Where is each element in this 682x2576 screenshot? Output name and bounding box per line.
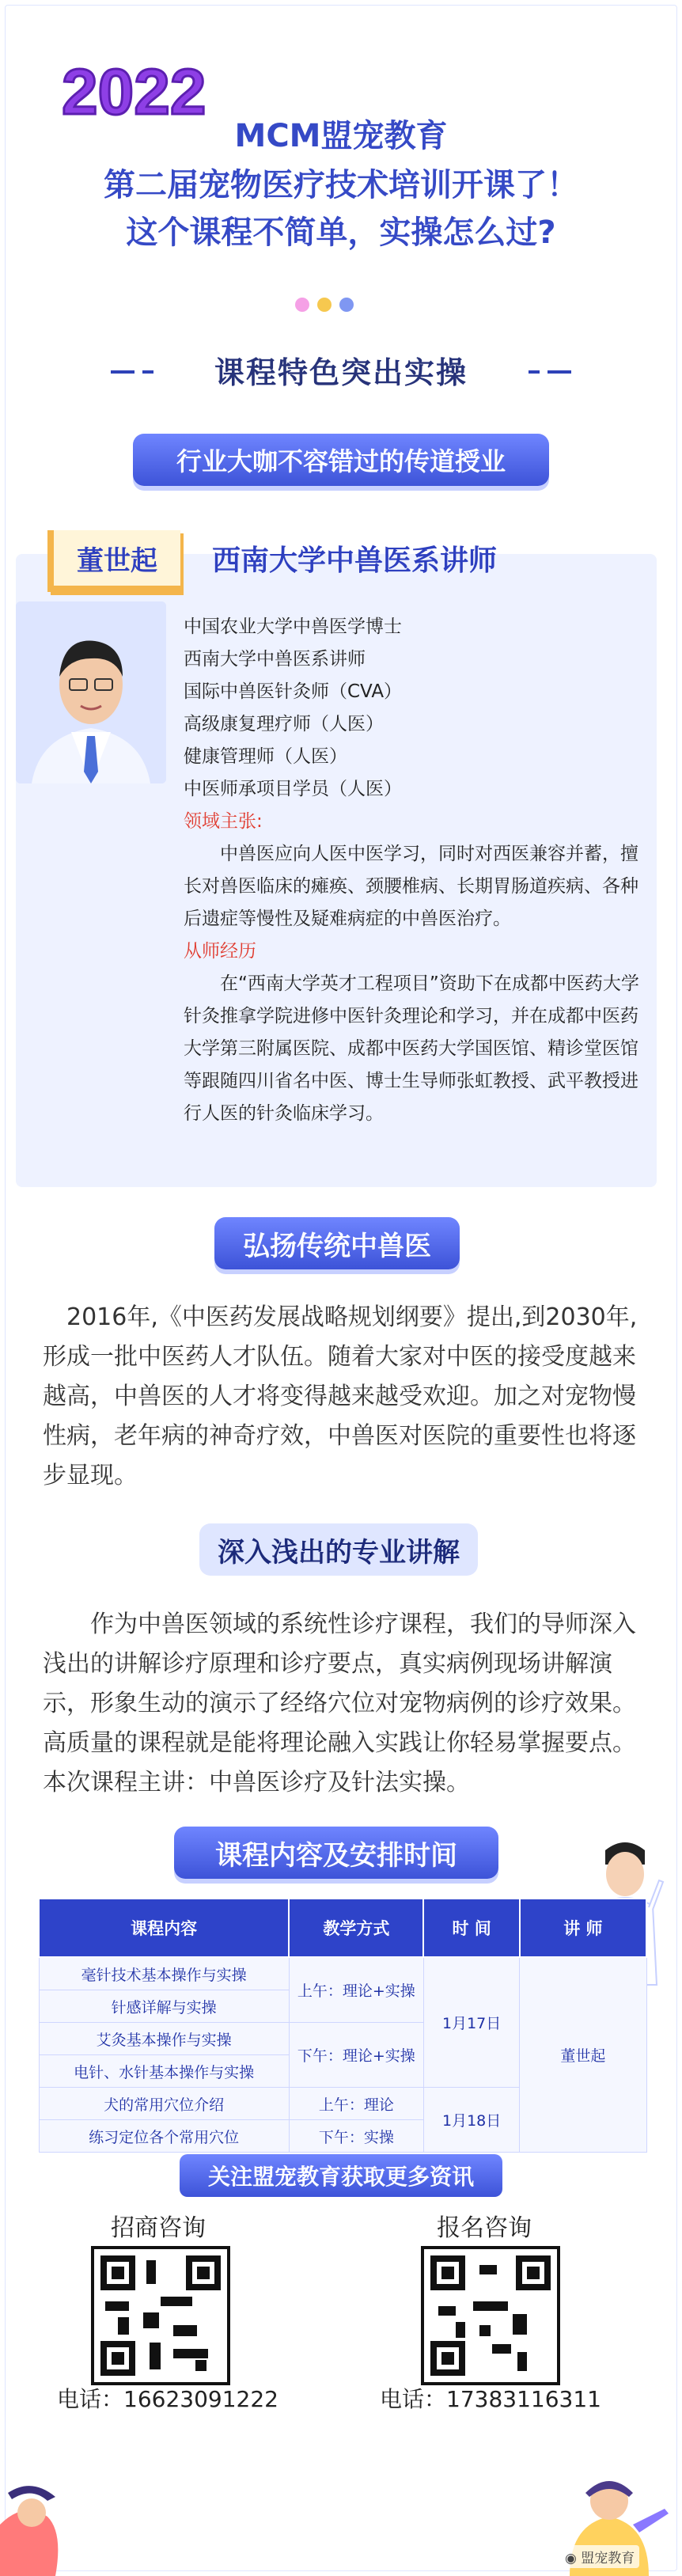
course-cell: 艾灸基本操作与实操 [39,2023,289,2055]
teacher-photo [16,601,166,783]
pill-heading-1 [133,434,549,486]
pill-heading-2 [214,1217,460,1269]
course-cell: 毫针技术基本操作与实操 [39,1957,289,1990]
experience-text: 在“西南大学英才工程项目”资助下在成都中医药大学针灸推拿学院进修中医针灸理论和学习，并在成都中医药大学第三附属医院、成都中医药大学国医馆、精诊堂医馆等跟随四川省名中医、博士生导师张虹教授、武平教授进行人医的针灸临床学习。 [184,973,639,1124]
date-cell: 1月17日 [423,1957,519,2088]
decor-dot [317,298,332,312]
pill-heading-4 [174,1827,498,1879]
paragraph-tcvm: 2016年,《中医药发展战略规划纲要》提出,到2030年,形成一批中医药人才队伍。随着大家对中医的接受度越来越高，中兽医的人才将变得越来越受欢迎。加之对宠物慢性病，老年病的神奇疗效，中兽医对医院的重要性也将逐步显现。 [43,1303,638,1489]
field-label: 领域主张: [184,811,263,832]
date-cell: 1月18日 [423,2088,519,2153]
pill-heading-3 [199,1523,478,1576]
wechat-icon: ◉ [565,2551,577,2567]
pill-label: 关注盟宠教育获取更多资讯 [207,2164,474,2190]
course-cell: 练习定位各个常用穴位 [39,2120,289,2153]
credential-item: 健康管理师（人医） [184,746,347,767]
title-line-1: MCM盟宠教育 [234,118,448,154]
teacher-title: 西南大学中兽医系讲师 [212,544,498,577]
title-line-2: 第二届宠物医疗技术培训开课了！ [104,167,578,203]
paragraph-course: 作为中兽医领域的系统性诊疗课程，我们的导师深入浅出的讲解诊疗原理和诊疗要点，真实病例现场讲解演示，形象生动的演示了经络穴位对宠物病例的诊疗效果。高质量的课程就是能将理论融入实践让你轻易掌握要点。本次课程主讲：中兽医诊疗及针法实操。 [43,1610,636,1796]
footer-left-illustration [0,2477,79,2576]
divider [547,370,571,374]
course-cell: 犬的常用穴位介绍 [39,2088,289,2120]
contact-right-phone[interactable]: 电话：17383116311 [380,2386,601,2412]
contact-right-title: 报名咨询 [437,2214,532,2242]
method-cell: 上午：理论 [289,2088,423,2120]
schedule-table [38,1898,647,2153]
credential-item: 中国农业大学中兽医学博士 [184,616,402,637]
course-cell: 电针、水针基本操作与实操 [39,2055,289,2088]
decor-dot [339,298,354,312]
table-header: 教学方式 [289,1899,423,1957]
credential-item: 西南大学中兽医系讲师 [184,649,366,670]
table-header: 讲 师 [520,1899,646,1957]
qr-code-left[interactable] [91,2246,230,2385]
table-header: 课程内容 [39,1899,289,1957]
pill-heading-5 [180,2154,502,2197]
watermark [560,2545,639,2568]
field-text: 中兽医应向人医中医学习，同时对西医兼容并蓄，擅长对兽医临床的瘫痪、颈腰椎病、长期胃肠道疾病、各种后遗症等慢性及疑难病症的中兽医治疗。 [184,844,638,929]
method-cell: 下午：理论+实操 [289,2023,423,2088]
course-cell: 针感详解与实操 [39,1990,289,2023]
teacher-cell: 董世起 [520,1957,646,2153]
pill-label: 弘扬传统中兽医 [243,1230,431,1262]
title-line-3: 这个课程不简单，实操怎么过? [126,214,556,251]
table-row [39,1957,646,1990]
divider [529,370,540,374]
method-cell: 上午：理论+实操 [289,1957,423,2023]
credential-item: 国际中兽医针灸师（CVA） [184,681,403,702]
teacher-info [184,611,642,1130]
method-cell: 下午：实操 [289,2120,423,2153]
credential-item: 中医师承项目学员（人医） [184,779,402,799]
pill-label: 课程内容及安排时间 [215,1839,457,1872]
decor-dot [295,298,309,312]
teacher-name-tag [47,530,180,592]
contact-left-title: 招商咨询 [111,2214,206,2242]
pill-label: 深入浅出的专业讲解 [218,1536,460,1569]
qr-code-right[interactable] [421,2246,560,2385]
table-header: 时 间 [423,1899,519,1957]
year-text: 2022 [62,56,206,128]
watermark-text: 盟宠教育 [581,2551,635,2567]
contact-left-phone[interactable]: 电话：16623091222 [57,2386,278,2412]
section-title: 课程特色突出实操 [214,355,468,390]
experience-label: 从师经历 [184,941,256,962]
teacher-name: 董世起 [77,544,157,577]
pill-label: 行业大咖不容错过的传道授业 [176,446,506,476]
credential-item: 高级康复理疗师（人医） [184,714,384,734]
